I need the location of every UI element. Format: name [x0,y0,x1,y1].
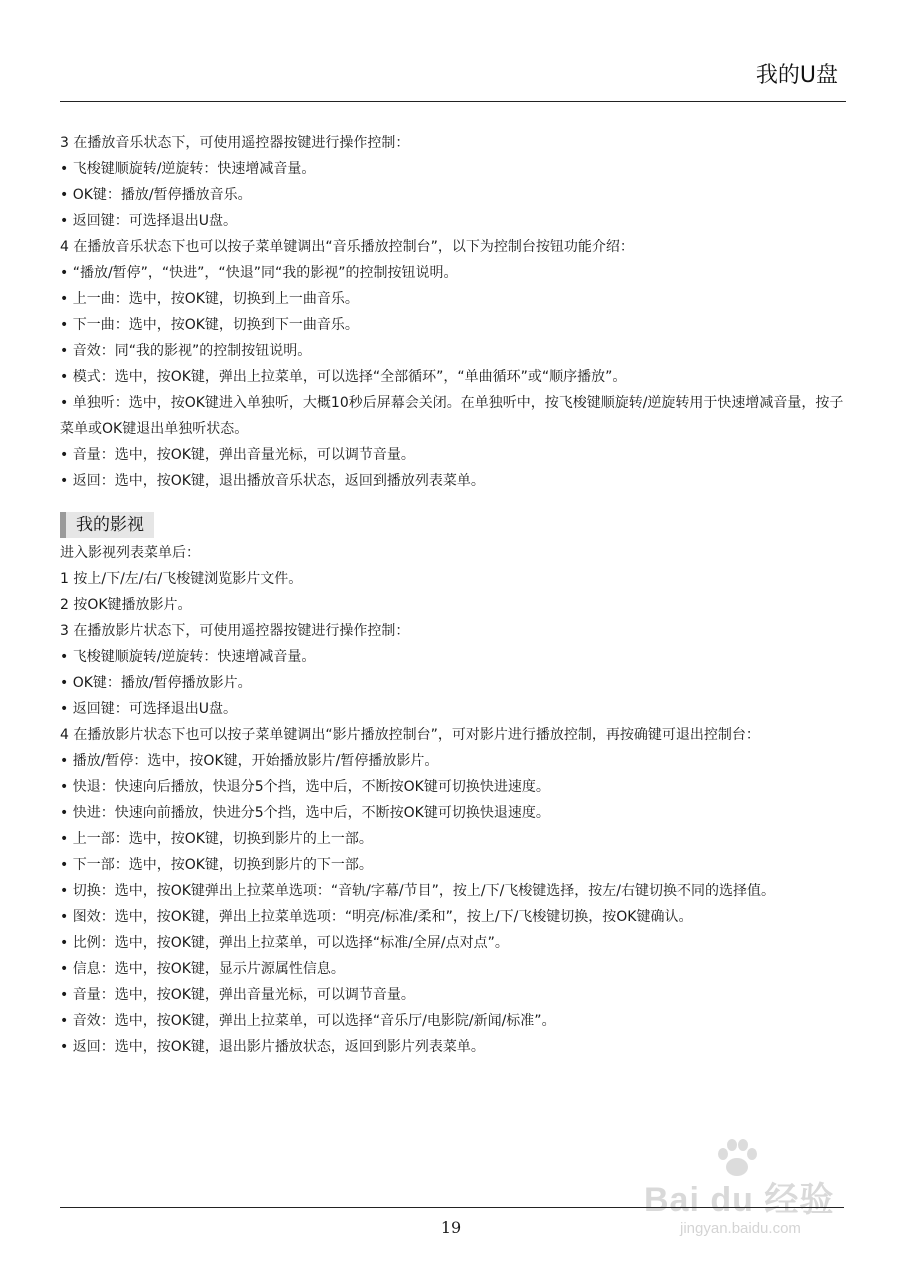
paragraph: 3 在播放影片状态下，可使用遥控器按键进行操作控制： [60,623,410,639]
paragraph: • 下一部：选中，按OK键，切换到影片的下一部。 [60,857,373,873]
paragraph: • 切换：选中，按OK键弹出上拉菜单选项：“音轨/字幕/节目”，按上/下/飞梭键选择，按左/右键切换不同的选择值。 [60,883,775,899]
paragraph: • 下一曲：选中，按OK键，切换到下一曲音乐。 [60,317,359,333]
paragraph: • 信息：选中，按OK键，显示片源属性信息。 [60,961,345,977]
paragraph: • OK键：播放/暂停播放音乐。 [60,187,252,203]
video-section [60,540,844,1060]
paragraph: 4 在播放影片状态下也可以按子菜单键调出“影片播放控制台”，可对影片进行播放控制，再按确键可退出控制台： [60,727,760,743]
paragraph: 进入影视列表菜单后： [60,545,200,561]
paragraph: • 飞梭键顺旋转/逆旋转：快速增减音量。 [60,161,316,177]
paragraph: • 快退：快速向后播放，快退分5个挡，选中后，不断按OK键可切换快进速度。 [60,779,550,795]
paragraph: • 返回键：可选择退出U盘。 [60,213,237,229]
music-section [60,130,844,494]
paragraph: • 图效：选中，按OK键，弹出上拉菜单选项：“明亮/标准/柔和”，按上/下/飞梭键切换，按OK键确认。 [60,909,693,925]
paragraph: 3 在播放音乐状态下，可使用遥控器按键进行操作控制： [60,135,410,151]
paragraph: • 返回键：可选择退出U盘。 [60,701,237,717]
watermark-url: jingyan.baidu.com [680,1220,801,1237]
paragraph: • 快进：快速向前播放，快进分5个挡，选中后，不断按OK键可切换快退速度。 [60,805,550,821]
paragraph: • 上一部：选中，按OK键，切换到影片的上一部。 [60,831,373,847]
paragraph: • 音量：选中，按OK键，弹出音量光标，可以调节音量。 [60,447,415,463]
paragraph: • 飞梭键顺旋转/逆旋转：快速增减音量。 [60,649,316,665]
paragraph: • 单独听：选中，按OK键进入单独听，大概10秒后屏幕会关闭。在单独听中，按飞梭键顺旋转/逆旋转用于快速增减音量，按子菜单或OK键退出单独听状态。 [60,395,844,437]
page-number: 19 [440,1218,462,1237]
paragraph: • 音效：选中，按OK键，弹出上拉菜单，可以选择“音乐厅/电影院/新闻/标准”。 [60,1013,556,1029]
paragraph: • 上一曲：选中，按OK键，切换到上一曲音乐。 [60,291,359,307]
paragraph: 1 按上/下/左/右/飞梭键浏览影片文件。 [60,571,303,587]
page-content [60,130,844,1060]
section-heading-my-video: 我的影视 [60,512,154,538]
watermark-brand: Bai du 经验 [644,1181,835,1219]
paragraph: • 比例：选中，按OK键，弹出上拉菜单，可以选择“标准/全屏/点对点”。 [60,935,509,951]
paragraph: • 返回：选中，按OK键，退出播放音乐状态，返回到播放列表菜单。 [60,473,485,489]
paragraph: • “播放/暂停”，“快进”，“快退”同“我的影视”的控制按钮说明。 [60,265,458,281]
paragraph: 4 在播放音乐状态下也可以按子菜单键调出“音乐播放控制台”，以下为控制台按钮功能介绍： [60,239,634,255]
paragraph: • 音效：同“我的影视”的控制按钮说明。 [60,343,312,359]
page-header-title: 我的U盘 [755,63,838,88]
paragraph: • OK键：播放/暂停播放影片。 [60,675,252,691]
paragraph: • 音量：选中，按OK键，弹出音量光标，可以调节音量。 [60,987,415,1003]
paragraph: • 模式：选中，按OK键，弹出上拉菜单，可以选择“全部循环”，“单曲循环”或“顺序播放”。 [60,369,627,385]
paragraph: • 返回：选中，按OK键，退出影片播放状态，返回到影片列表菜单。 [60,1039,485,1055]
paragraph: 2 按OK键播放影片。 [60,597,192,613]
footer-divider [60,1207,844,1208]
header-divider [60,101,846,102]
paragraph: • 播放/暂停：选中，按OK键，开始播放影片/暂停播放影片。 [60,753,439,769]
